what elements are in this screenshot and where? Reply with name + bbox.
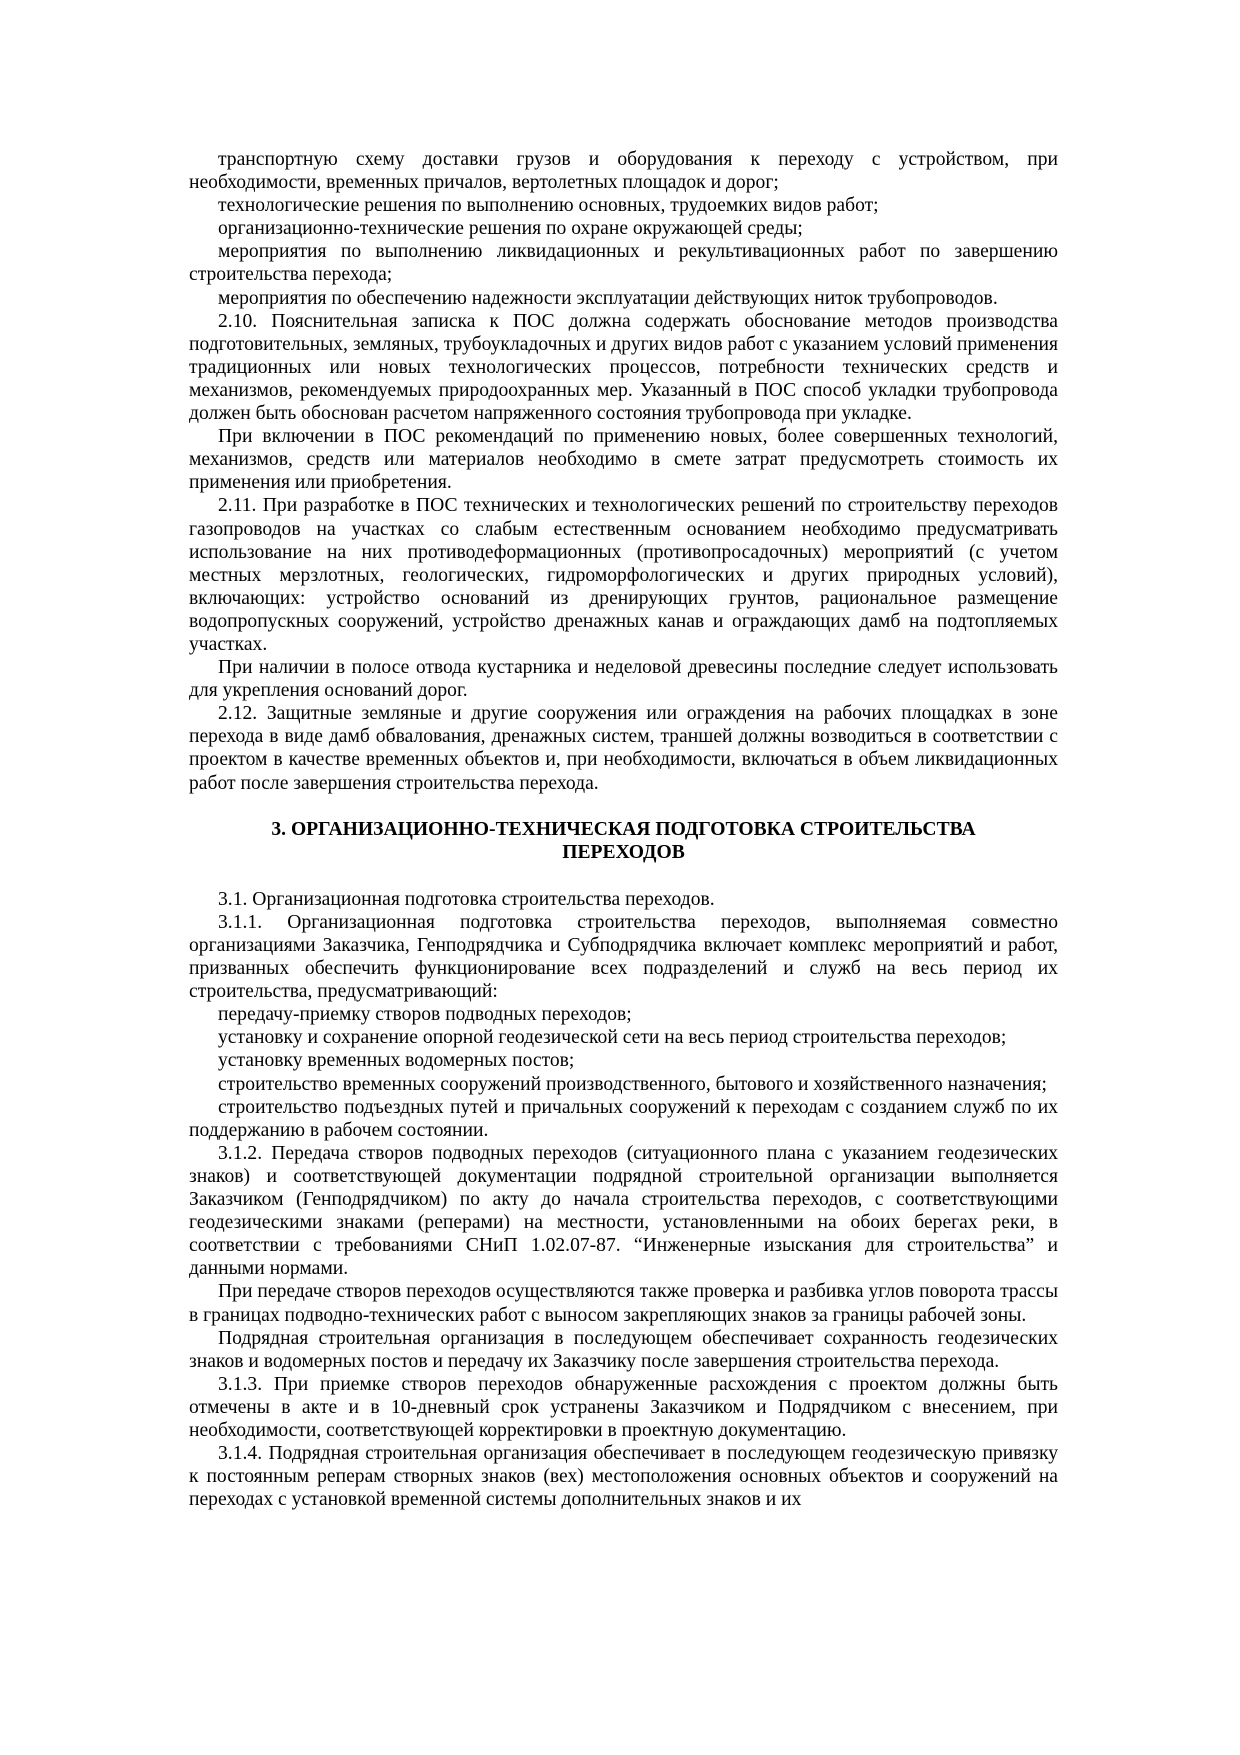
paragraph: 3.1.2. Передача створов подводных переходов (ситуационного плана с указанием геодезических знаков) и соответствующей документации подрядной строительной организации выполняется Заказчиком (Генподрядчиком) по акту до начала строительства переходов, с соответствующими геодезическими знаками (реперами) на местности, установленными на обоих берегах реки, в соответствии с требованиями СНиП 1.02.07-87. “Инженерные изыскания для строительства” и данными нормами. [189, 1142, 1058, 1280]
paragraph: строительство временных сооружений производственного, бытового и хозяйственного назначения; [218, 1073, 1047, 1095]
paragraph: Подрядная строительная организация в последующем обеспечивает сохранность геодезических знаков и водомерных постов и передачу их Заказчику после завершения строительства перехода. [189, 1327, 1058, 1372]
paragraph: 2.11. При разработке в ПОС технических и технологических решений по строительству переходов газопроводов на участках со слабым естественным основанием необходимо предусматривать использование на них противодеформационных (противопросадочных) мероприятий (с учетом местных мерзлотных, геологических, гидроморфологических и других природных условий), включающих: устройство оснований из дренирующих грунтов, рациональное размещение водопропускных сооружений, устройство дренажных канав и ограждающих дамб на подтопляемых участках. [189, 495, 1058, 655]
paragraph: 3.1.1. Организационная подготовка строительства переходов, выполняемая совместно организациями Заказчика, Генподрядчика и Субподрядчика включает комплекс мероприятий и работ, призванных обеспечить функционирование всех подразделений и служб на весь период их строительства, предусматривающий: [189, 911, 1058, 1003]
paragraph: строительство подъездных путей и причальных сооружений к переходам с созданием служб по их поддержанию в рабочем состоянии. [189, 1096, 1058, 1141]
paragraph: При наличии в полосе отвода кустарника и неделовой древесины последние следует использовать для укрепления оснований дорог. [189, 657, 1058, 702]
paragraph: 2.10. Пояснительная записка к ПОС должна содержать обоснование методов производства подготовительных, земляных, трубоукладочных и других видов работ с указанием условий применения традиционных или новых технологических процессов, потребности технических средств и механизмов, рекомендуемых природоохранных мер. Указанный в ПОС способ укладки трубопровода должен быть обоснован расчетом напряженного состояния трубопровода при укладке. [189, 310, 1058, 425]
paragraph: организационно-технические решения по охране окружающей среды; [218, 218, 803, 240]
paragraph: 2.12. Защитные земляные и другие сооружения или ограждения на рабочих площадках в зоне перехода в виде дамб обвалования, дренажных систем, траншей должны возводиться в соответствии с проектом в качестве временных объектов и, при необходимости, включаться в объем ликвидационных работ после завершения строительства перехода. [189, 703, 1058, 794]
section-heading-line: ПЕРЕХОДОВ [562, 841, 685, 863]
paragraph: мероприятия по выполнению ликвидационных и рекультивационных работ по завершению строительства перехода; [189, 241, 1058, 286]
paragraph: установку временных водомерных постов; [218, 1050, 575, 1072]
section-heading [189, 818, 1058, 864]
paragraph: установку и сохранение опорной геодезической сети на весь период строительства переходов; [218, 1027, 1007, 1049]
paragraph: При передаче створов переходов осуществляются также проверка и разбивка углов поворота трассы в границах подводно-технических работ с выносом закрепляющих знаков за границы рабочей зоны. [189, 1281, 1058, 1326]
paragraph: передачу-приемку створов подводных переходов; [218, 1004, 632, 1026]
document-page [189, 148, 1058, 1511]
paragraph: мероприятия по обеспечению надежности эксплуатации действующих ниток трубопроводов. [218, 287, 998, 309]
paragraph: транспортную схему доставки грузов и оборудования к переходу с устройством, при необходимости, временных причалов, вертолетных площадок и дорог; [189, 149, 1058, 194]
paragraph: 3.1.3. При приемке створов переходов обнаруженные расхождения с проектом должны быть отмечены в акте и в 10-дневный срок устранены Заказчиком и Подрядчиком с внесением, при необходимости, соответствующей корректировки в проектную документацию. [189, 1373, 1058, 1441]
section-heading-line: 3. ОРГАНИЗАЦИОННО-ТЕХНИЧЕСКАЯ ПОДГОТОВКА СТРОИТЕЛЬСТВА [271, 818, 976, 840]
paragraph: 3.1. Организационная подготовка строительства переходов. [218, 888, 715, 910]
paragraph: 3.1.4. Подрядная строительная организация обеспечивает в последующем геодезическую привязку к постоянным реперам створных знаков (вех) местоположения основных объектов и сооружений на переходах с установкой временной системы дополнительных знаков и их [189, 1443, 1058, 1511]
paragraph: При включении в ПОС рекомендаций по применению новых, более совершенных технологий, механизмов, средств или материалов необходимо в смете затрат предусмотреть стоимость их применения или приобретения. [189, 426, 1058, 494]
paragraph: технологические решения по выполнению основных, трудоемких видов работ; [218, 195, 879, 217]
